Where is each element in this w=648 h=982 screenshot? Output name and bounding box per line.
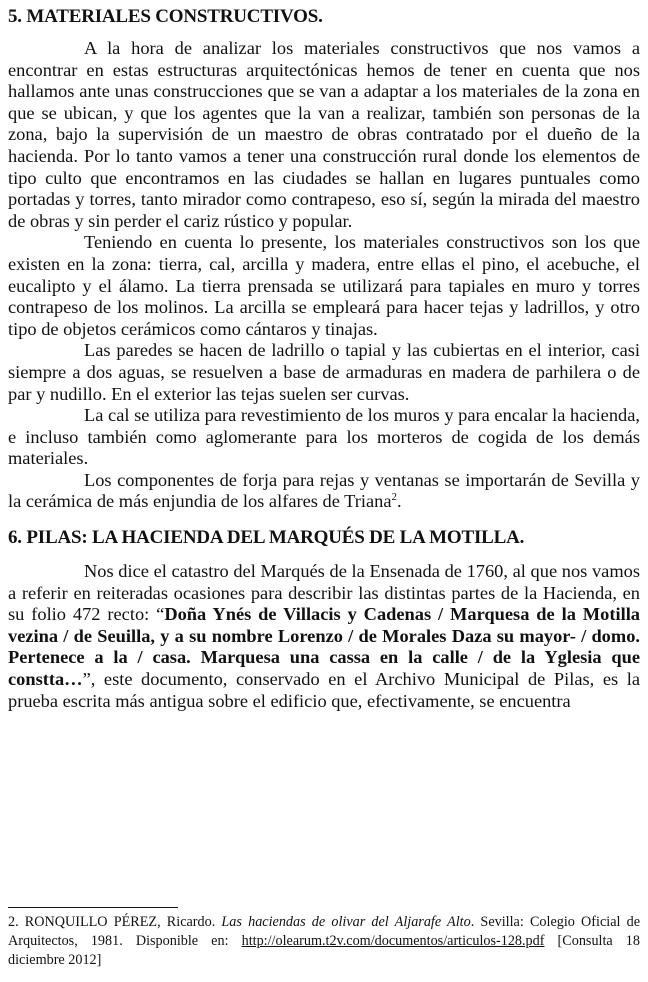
footnote-author: 2. RONQUILLO PÉREZ, Ricardo. [8,914,222,930]
paragraph-rest: ”, este documento, conservado en el Archivo Municipal de Pilas, es la prueba escrita más antigua sobre el edificio que, efectivamente, se encuentra [8,669,640,711]
paragraph [8,561,640,712]
paragraph-end: . [397,491,402,512]
paragraph [8,470,640,513]
catastro-quote: Doña Ynés de Villacis y Cadenas / Marquesa de la Motilla vezina / de Seuilla, y a su nombre Lorenzo / de Morales Daza su mayor- / domo. Pertenece a la / casa. Marquesa una cassa en la calle / de la Yglesia que constta… [8,604,640,690]
footnote-publisher: . Sevilla: Colegio Oficial de Arquitectos, 1981. Disponible en: [8,914,640,949]
paragraph-text: Los componentes de forja para rejas y ventanas se importarán de Sevilla y la cerámica de más enjundia de los alfares de Triana [8,469,640,512]
paragraph-intro: Nos dice el catastro del Marqués de la Ensenada de 1760, al que nos vamos a referir en reiteradas ocasiones para describir las distintas partes de la Hacienda, en su folio 472 recto: “ [8,561,640,625]
paragraph: A la hora de analizar los materiales constructivos que nos vamos a encontrar en estas estructuras arquitectónicas hemos de tener en cuenta que nos hallamos ante unas construcciones que se van a adaptar a los materiales de la zona en que se ubican, y que los agentes que la van a realizar, también son personas de la zona, bajo la supervisión de un maestro de obras contratado por el dueño de la hacienda. Por lo tanto vamos a tener una construcción rural donde los elementos de tipo culto que encontramos en las ciudades se hallan en lugares puntuales como portadas y torres, tanto mirador como contrapeso, eso sí, según la mirada del maestro de obras y sin perder el cariz rústico y popular. [8,38,640,231]
footnote-divider [8,907,178,908]
footnote-reference[interactable]: 2 [391,491,397,504]
section-5-heading: 5. MATERIALES CONSTRUCTIVOS. [8,6,323,27]
paragraph: Las paredes se hacen de ladrillo o tapial y las cubiertas en el interior, casi siempre a dos aguas, se resuelven a base de armaduras en madera de parhilera o de par y nudillo. En el exterior las tejas suelen ser curvas. [8,340,640,404]
section-materiales [8,4,640,513]
footnote-link[interactable]: http://olearum.t2v.com/documentos/articulos-128.pdf [241,933,545,949]
footnote-book-title: Las haciendas de olivar del Aljarafe Alto [221,914,471,930]
paragraph: Teniendo en cuenta lo presente, los materiales constructivos son los que existen en la zona: tierra, cal, arcilla y madera, entre ellas el pino, el acebuche, el eucalipto y el álamo. La tierra prensada se utilizará para tapiales en muro y torres contrapeso de los molinos. La arcilla se empleará para hacer tejas y ladrillos, y otro tipo de objetos cerámicos como cántaros y tinajas. [8,232,640,339]
footnote [8,913,640,970]
section-pilas [8,525,640,712]
paragraph: La cal se utiliza para revestimiento de los muros y para encalar la hacienda, e incluso también como aglomerante para los morteros de cogida de los demás materiales. [8,405,640,469]
section-6-heading: 6. PILAS: LA HACIENDA DEL MARQUÉS DE LA MOTILLA. [8,527,525,549]
footnote-consulta: [Consulta 18 diciembre 2012] [8,933,640,968]
